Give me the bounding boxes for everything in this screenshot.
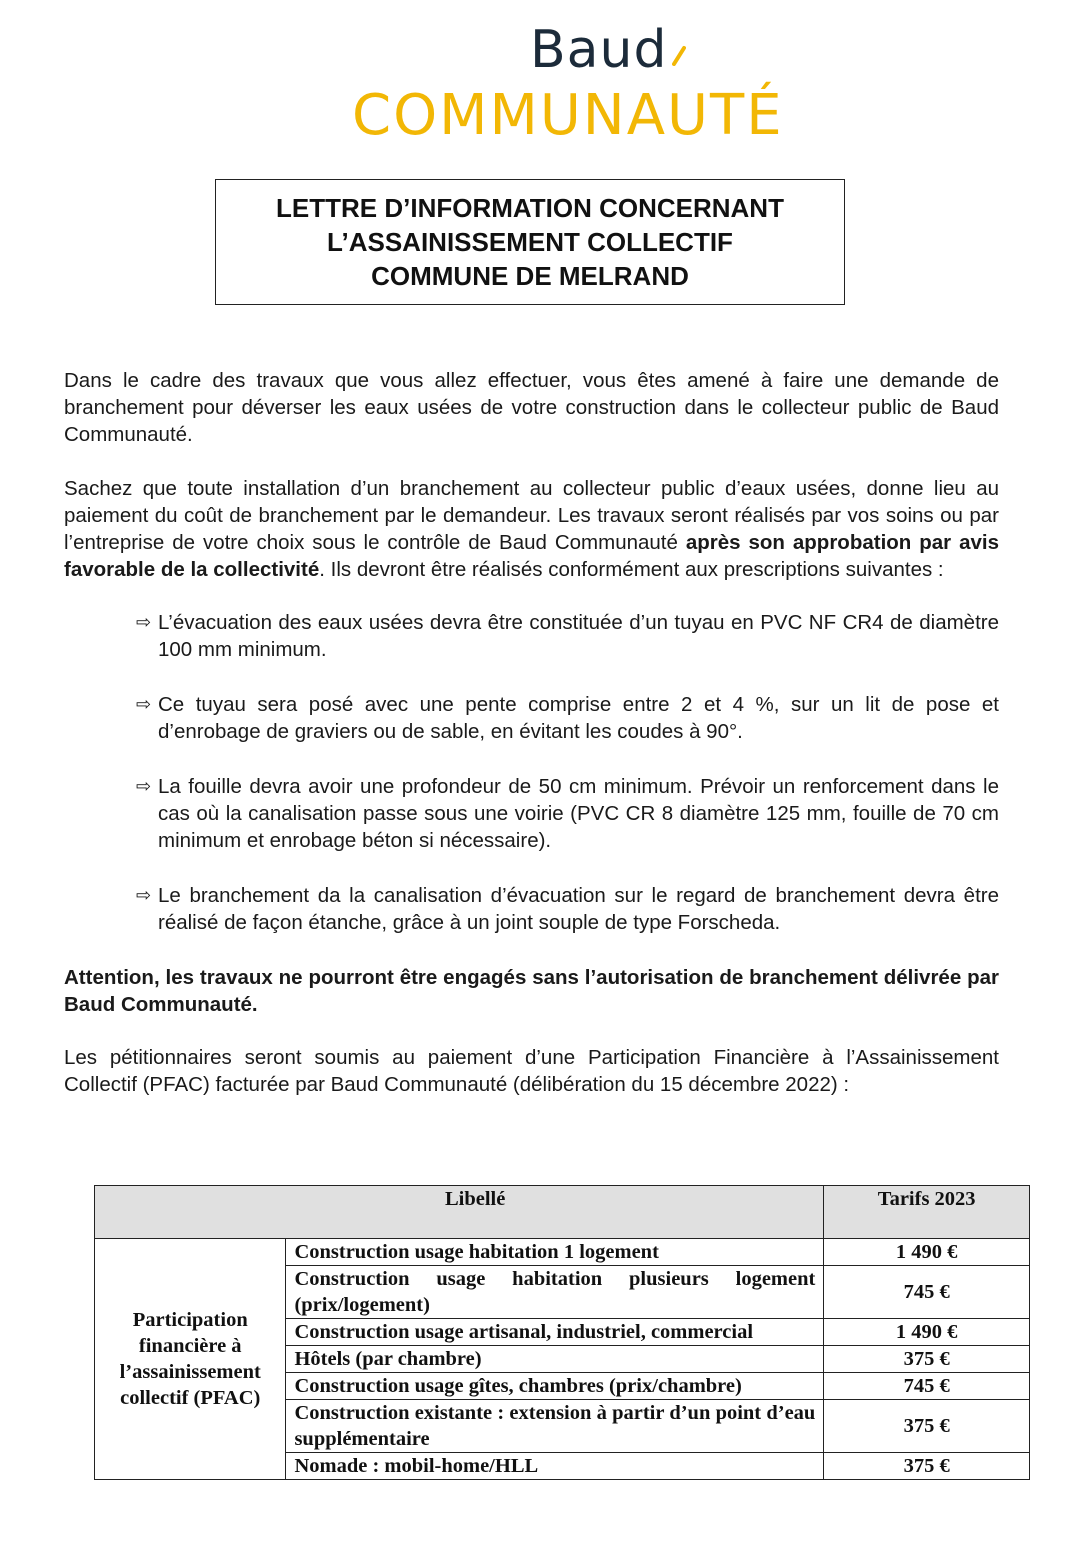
payment-paragraph <box>64 475 999 583</box>
title-line-3: COMMUNE DE MELRAND <box>371 261 689 291</box>
row-label: Construction existante : extension à partir d’un point d’eau supplémentaire <box>286 1400 824 1453</box>
row-label: Construction usage artisanal, industriel, commercial <box>286 1319 824 1346</box>
row-price: 375 € <box>824 1400 1030 1453</box>
list-item <box>136 773 999 854</box>
baud-communaute-logo <box>350 20 784 148</box>
row-price: 375 € <box>824 1453 1030 1480</box>
arrow-right-icon: ⇨ <box>136 694 152 714</box>
header-libelle: Libellé <box>95 1186 824 1239</box>
letter-body <box>64 367 999 1098</box>
row-price: 375 € <box>824 1346 1030 1373</box>
list-item-text: Le branchement da la canalisation d’évacuation sur le regard de branchement devra être réalisé de façon étanche, grâce à un joint souple de type Forscheda. <box>158 884 999 934</box>
logo-communaute-text: COMMUNAUTÉ <box>352 83 784 148</box>
arrow-right-icon: ⇨ <box>136 776 152 796</box>
title-line-2: L’ASSAINISSEMENT COLLECTIF <box>327 227 733 257</box>
row-price: 1 490 € <box>824 1319 1030 1346</box>
title-line-1: LETTRE D’INFORMATION CONCERNANT <box>276 193 784 223</box>
payment-text-start: Sachez que toute installation d’un branchement au collecteur public d’eaux usées, donne lieu au paiement du coût de branchement par le demandeur. Les travaux seront réalisés par vos soins ou par l’entreprise de votre choix sous le contrôle de Baud Communauté <box>64 477 999 554</box>
table-row <box>95 1239 1030 1266</box>
row-label: Nomade : mobil-home/HLL <box>286 1453 824 1480</box>
list-item-text: L’évacuation des eaux usées devra être constituée d’un tuyau en PVC NF CR4 de diamètre 100 mm minimum. <box>158 611 999 661</box>
row-price: 1 490 € <box>824 1239 1030 1266</box>
pfac-tariff-table <box>94 1185 1030 1480</box>
arrow-right-icon: ⇨ <box>136 885 152 905</box>
row-label: Hôtels (par chambre) <box>286 1346 824 1373</box>
intro-paragraph: Dans le cadre des travaux que vous allez effectuer, vous êtes amené à faire une demande de branchement pour déverser les eaux usées de votre construction dans le collecteur public de Baud Communauté. <box>64 369 999 446</box>
prescriptions-list <box>136 609 999 936</box>
list-item-text: La fouille devra avoir une profondeur de 50 cm minimum. Prévoir un renforcement dans le cas où la canalisation passe sous une voirie (PVC CR 8 diamètre 125 mm, fouille de 70 cm minimum et enrobage béton si nécessaire). <box>158 775 999 852</box>
group-cell-pfac: Participation financière à l’assainissement collectif (PFAC) <box>95 1239 286 1480</box>
row-price: 745 € <box>824 1266 1030 1319</box>
row-label: Construction usage habitation plusieurs logement (prix/logement) <box>286 1266 824 1319</box>
row-price: 745 € <box>824 1373 1030 1400</box>
logo-baud-text: Baud <box>530 20 668 80</box>
table-header-row <box>95 1186 1030 1239</box>
pfac-intro-paragraph: Les pétitionnaires seront soumis au paiement d’une Participation Financière à l’Assainissement Collectif (PFAC) facturée par Baud Communauté (délibération du 15 décembre 2022) : <box>64 1046 999 1096</box>
arrow-right-icon: ⇨ <box>136 612 152 632</box>
list-item <box>136 882 999 936</box>
payment-text-end: . Ils devront être réalisés conformément aux prescriptions suivantes : <box>319 558 944 581</box>
list-item <box>136 609 999 663</box>
warning-paragraph: Attention, les travaux ne pourront être engagés sans l’autorisation de branchement délivrée par Baud Communauté. <box>64 966 999 1016</box>
list-item-text: Ce tuyau sera posé avec une pente comprise entre 2 et 4 %, sur un lit de pose et d’enrobage de graviers ou de sable, en évitant les coudes à 90°. <box>158 693 999 743</box>
row-label: Construction usage habitation 1 logement <box>286 1239 824 1266</box>
row-label: Construction usage gîtes, chambres (prix/chambre) <box>286 1373 824 1400</box>
logo-accent-icon <box>672 44 686 66</box>
document-title <box>215 179 845 305</box>
payment-text-bold: après son approbation par avis favorable de la collectivité <box>64 531 999 581</box>
header-tarifs: Tarifs 2023 <box>824 1186 1030 1239</box>
list-item <box>136 691 999 745</box>
